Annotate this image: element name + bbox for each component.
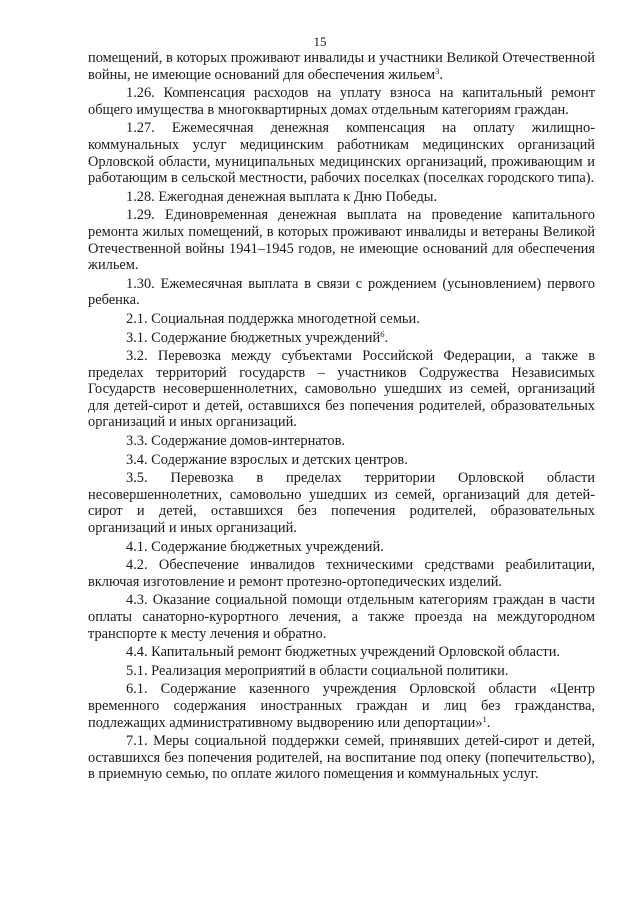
paragraph [88, 592, 595, 642]
paragraph [88, 276, 595, 309]
page-number: 15 [313, 34, 327, 49]
paragraph-text: 1.29. Единовременная денежная выплата на проведение капитального ремонта жилых помещений, в которых проживают инвалиды и ветераны Великой Отечественной войны 1941–1945 годов, не имеющие оснований для обеспечения жильем. [88, 207, 595, 274]
document-body [88, 50, 595, 785]
paragraph-text: 3.4. Содержание взрослых и детских центров. [126, 451, 408, 468]
paragraph-tail: . [439, 66, 443, 83]
paragraph [88, 644, 595, 661]
paragraph-text: 4.3. Оказание социальной помощи отдельным категориям граждан в части оплаты санаторно-курортного лечения, а также проезда на междугородном транспорте к месту лечения и обратно. [88, 592, 595, 642]
paragraph [88, 120, 595, 186]
footnote-marker: 3 [435, 65, 440, 76]
paragraph [88, 452, 595, 469]
paragraph [88, 330, 595, 347]
paragraph [88, 470, 595, 536]
paragraph-text: 4.2. Обеспечение инвалидов техническими средствами реабилитации, включая изготовление и ремонт протезно-ортопедических изделий. [88, 557, 595, 590]
paragraph-text: 6.1. Содержание казенного учреждения Орловской области «Центр временного содержания иностранных граждан и лиц без гражданства, подлежащих административному выдворению или депортации» [88, 681, 595, 731]
paragraph-text: 3.5. Перевозка в пределах территории Орловской области несовершеннолетних, самовольно ушедших из семей, организаций для детей-сирот и детей, оставшихся без попечения родителей, образовательных организаций и иных организаций. [88, 470, 595, 537]
paragraph-text: помещений, в которых проживают инвалиды и участники Великой Отечественной войны, не имеющие оснований для обеспечения жильем [88, 50, 595, 83]
footnote-marker: 6 [380, 328, 385, 339]
paragraph [88, 189, 595, 206]
footnote-marker: 1 [482, 713, 487, 724]
paragraph [88, 539, 595, 556]
paragraph [88, 733, 595, 783]
paragraph-text: 3.3. Содержание домов-интернатов. [126, 433, 345, 450]
paragraph [88, 207, 595, 273]
paragraph-text: 1.27. Ежемесячная денежная компенсация на оплату жилищно-коммунальных услуг медицинским работникам медицинских организаций Орловской области, муниципальных медицинских организаций, проживающим и работающим в сельской местности, рабочих поселках (поселках городского типа). [88, 120, 595, 187]
paragraph-tail: . [486, 714, 491, 731]
paragraph-text: 5.1. Реализация мероприятий в области социальной политики. [126, 662, 509, 679]
paragraph-text: 1.30. Ежемесячная выплата в связи с рождением (усыновлением) первого ребенка. [88, 275, 595, 309]
paragraph-text: 3.1. Содержание бюджетных учреждений [126, 329, 381, 346]
paragraph-text: 1.28. Ежегодная денежная выплата к Дню Победы. [126, 188, 438, 205]
paragraph-text: 7.1. Меры социальной поддержки семей, принявших детей-сирот и детей, оставшихся без попечения родителей, на воспитание под опеку (попечительство), в приемную семью, по оплате жилого помещения и коммунальных услуг. [88, 733, 595, 783]
paragraph [88, 433, 595, 450]
paragraph-text: 4.4. Капитальный ремонт бюджетных учреждений Орловской области. [126, 644, 561, 661]
paragraph [88, 311, 595, 328]
paragraph-text: 4.1. Содержание бюджетных учреждений. [126, 538, 384, 555]
paragraph-tail: . [384, 329, 389, 346]
paragraph [88, 557, 595, 590]
paragraph-text: 3.2. Перевозка между субъектами Российской Федерации, а также в пределах территорий государств – участников Содружества Независимых Государств несовершеннолетних, самовольно ушедших из семей, организаций для детей-сирот и детей, оставшихся без попечения родителей, образовательных организаций и иных организаций. [88, 348, 595, 431]
paragraph-text: 2.1. Социальная поддержка многодетной семьи. [126, 310, 420, 327]
paragraph-text: 1.26. Компенсация расходов на уплату взноса на капитальный ремонт общего имущества в многоквартирных домах отдельным категориям граждан. [88, 85, 595, 118]
paragraph [88, 663, 595, 680]
paragraph [88, 348, 595, 431]
paragraph [88, 85, 595, 118]
paragraph [88, 50, 595, 83]
paragraph [88, 681, 595, 731]
